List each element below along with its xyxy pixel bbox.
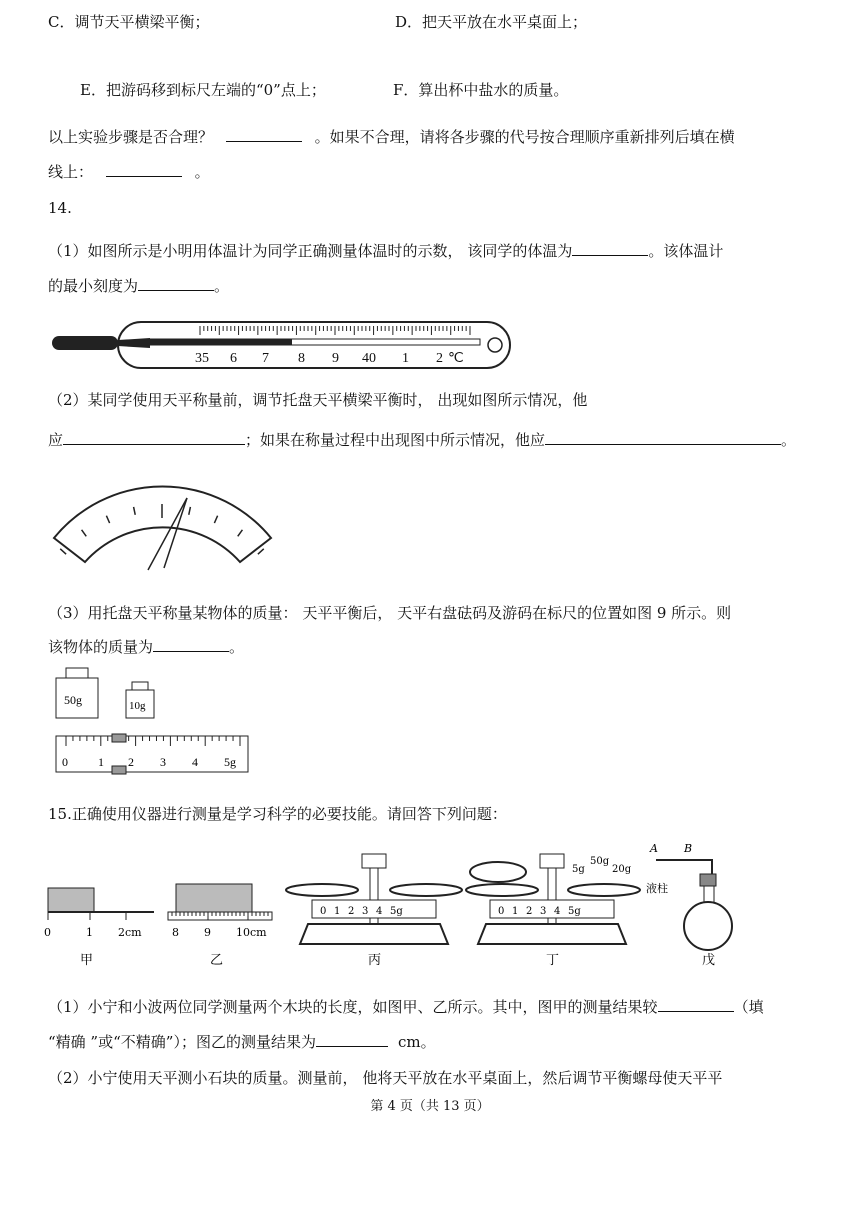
q14-blank-adjust-1[interactable] xyxy=(63,429,245,445)
thermo-label: 9 xyxy=(332,351,339,366)
option-d: D．把天平放在水平桌面上； xyxy=(395,13,588,31)
ruler-label: 2cm xyxy=(118,926,142,939)
q15-p1-line2 xyxy=(48,1031,436,1052)
figure-label-jia: 甲 xyxy=(80,953,94,968)
thermo-label: 8 xyxy=(298,351,305,366)
q15-p1-text: （1）小宁和小波两位同学测量两个木块的长度，如图甲、乙所示。其中，图甲的测量结果较 xyxy=(48,998,658,1016)
q15-p1-text-4: cm。 xyxy=(397,1033,436,1051)
thermo-label: 2 xyxy=(436,351,443,366)
q14-blank-temp[interactable] xyxy=(572,240,648,256)
balance-pointer-dial-figure xyxy=(50,462,275,572)
thermometer-figure xyxy=(50,318,520,374)
q14-p2-line2 xyxy=(48,429,796,450)
q14-p1-text-2: 。该体温计 xyxy=(648,242,724,260)
q14-p2-line1: （2）某同学使用天平称量前，调节托盘天平横梁平衡时， 出现如图所示情况，他 xyxy=(48,391,588,409)
ding-weight-label: 50g xyxy=(590,856,610,867)
figure-label-wu: 戊 xyxy=(702,953,716,968)
rule-label: 5g xyxy=(224,755,236,769)
ruler-label: 10cm xyxy=(236,926,267,939)
page-footer: 第 4 页（共 13 页） xyxy=(370,1099,490,1114)
balance-scale-label: 3 xyxy=(362,906,369,917)
dial-tick xyxy=(60,549,66,554)
ruler-label: 8 xyxy=(172,926,179,939)
q14-p2-text-2: ；如果在称量过程中出现图中所示情况，他应 xyxy=(245,431,546,449)
balance-scale-label: 0 xyxy=(498,906,505,917)
rider xyxy=(112,734,126,742)
balance-scale-label: 5g xyxy=(390,906,403,917)
q13-blank-2[interactable] xyxy=(106,161,182,177)
q13-question-line1 xyxy=(48,126,735,147)
thermo-label: ℃ xyxy=(448,351,464,366)
wu-label: 液柱 xyxy=(646,882,668,895)
q15-p1-line1 xyxy=(48,996,764,1017)
thermo-label: 1 xyxy=(402,351,409,366)
figure-label-ding: 丁 xyxy=(546,953,560,968)
rule-label: 4 xyxy=(192,755,198,769)
q13-ask-text-2: 。如果不合理，请将各步骤的代号按合理顺序重新排列后填在横 xyxy=(314,128,735,146)
thermo-label: 6 xyxy=(230,351,237,366)
balance-scale-label: 1 xyxy=(512,906,519,917)
q14-blank-mass[interactable] xyxy=(153,636,229,652)
weight-label: 10g xyxy=(129,700,146,712)
balance-scale-label: 0 xyxy=(320,906,327,917)
wu-label: B xyxy=(684,842,693,855)
q13-blank-1[interactable] xyxy=(226,126,302,142)
q15-p1-text-2: （填 xyxy=(733,998,764,1016)
q14-p1-line2 xyxy=(48,275,229,296)
dial-tick xyxy=(258,549,264,554)
balance-scale-label: 2 xyxy=(526,906,533,917)
thermo-label: 40 xyxy=(362,351,376,366)
balance-scale-label: 4 xyxy=(376,906,383,917)
weights-and-rider-figure xyxy=(52,664,252,776)
q14-p2-text: 应 xyxy=(48,431,64,449)
option-e: E．把游码移到标尺左端的“0”点上； xyxy=(80,81,326,99)
q15-p2-line: （2）小宁使用天平测小石块的质量。测量前， 他将天平放在水平桌面上，然后调节平衡螺母使天平平 xyxy=(48,1069,723,1087)
balance-ding xyxy=(466,854,640,944)
rule-label: 1 xyxy=(98,755,104,769)
ding-weight-label: 20g xyxy=(612,864,632,875)
q14-p3-line2 xyxy=(48,636,244,657)
balance-scale-label: 3 xyxy=(540,906,547,917)
q13-ask-text: 以上实验步骤是否合理？ xyxy=(48,128,214,146)
weight-label: 50g xyxy=(64,693,82,707)
ruler-label: 9 xyxy=(204,926,211,939)
q13-ask-text-3: 线上： xyxy=(48,163,94,181)
q14-p3-text-2: 。 xyxy=(229,638,245,656)
q15-instruments-figure xyxy=(44,838,756,970)
q15-blank-length[interactable] xyxy=(316,1031,388,1047)
wu-label: A xyxy=(650,842,658,855)
balance-scale-label: 2 xyxy=(348,906,355,917)
balance-scale-label: 5g xyxy=(568,906,581,917)
flask-wu xyxy=(646,842,732,950)
q13-ask-text-4: 。 xyxy=(194,163,210,181)
figure-label-bing: 丙 xyxy=(368,953,382,968)
q13-question-line2 xyxy=(48,161,210,182)
option-f: F．算出杯中盐水的质量。 xyxy=(393,81,569,99)
q14-blank-scale[interactable] xyxy=(138,275,214,291)
balance-scale-label: 1 xyxy=(334,906,341,917)
q14-p1-text-4: 。 xyxy=(214,277,230,295)
thermo-label: 35 xyxy=(195,351,209,366)
rule-label: 0 xyxy=(62,755,68,769)
ruler-yi xyxy=(168,884,272,939)
balance-bing xyxy=(286,854,462,944)
option-c: C．调节天平横梁平衡； xyxy=(48,13,210,31)
rider-rule xyxy=(56,736,248,772)
ruler-jia xyxy=(44,888,154,939)
ding-weight-label: 5g xyxy=(572,864,585,875)
dial-arc xyxy=(54,486,271,562)
rule-label: 2 xyxy=(128,755,134,769)
q15-p1-text-3: “精确 ”或“不精确”）；图乙的测量结果为 xyxy=(48,1033,316,1051)
ruler-label: 0 xyxy=(44,926,51,939)
figure-label-yi: 乙 xyxy=(210,953,224,968)
q14-blank-adjust-2[interactable] xyxy=(545,429,781,445)
thermo-label: 7 xyxy=(262,351,269,366)
q14-p1-text-3: 的最小刻度为 xyxy=(48,277,139,295)
q15-blank-accuracy[interactable] xyxy=(658,996,734,1012)
q15-title: 15.正确使用仪器进行测量是学习科学的必要技能。请回答下列问题： xyxy=(48,805,507,823)
rule-label: 3 xyxy=(160,755,166,769)
q14-number: 14. xyxy=(48,199,72,217)
q14-p3-text: 该物体的质量为 xyxy=(48,638,154,656)
thermometer-bulb xyxy=(52,336,118,350)
q14-p3-line1: （3）用托盘天平称量某物体的质量： 天平平衡后， 天平右盘砝码及游码在标尺的位置如图 9 所示。则 xyxy=(48,604,732,622)
mercury-column xyxy=(150,339,292,345)
q14-p1-line1 xyxy=(48,240,723,261)
ruler-label: 1 xyxy=(86,926,93,939)
q14-p1-text: （1）如图所示是小明用体温计为同学正确测量体温时的示数， 该同学的体温为 xyxy=(48,242,573,260)
balance-scale-label: 4 xyxy=(554,906,561,917)
q14-p2-text-3: 。 xyxy=(781,431,797,449)
